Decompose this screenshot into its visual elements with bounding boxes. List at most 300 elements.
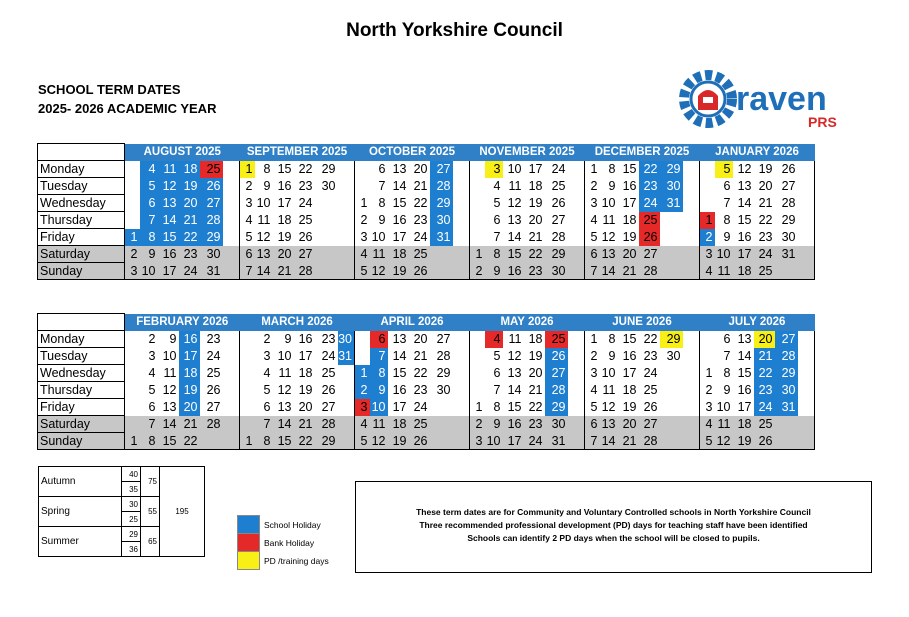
date-cell: 4 bbox=[485, 331, 503, 348]
date-cell: 30 bbox=[545, 416, 568, 433]
date-cell: 5 bbox=[355, 433, 370, 450]
date-cell: 2 bbox=[355, 212, 370, 229]
date-cell bbox=[240, 348, 255, 365]
date-cell: 9 bbox=[378, 213, 386, 227]
date-cell: 8 bbox=[608, 162, 616, 176]
date-cell: 17 bbox=[179, 348, 200, 365]
date-cell: 10 bbox=[256, 196, 271, 210]
date-cell: 28 bbox=[639, 433, 660, 450]
date-cell: 10 bbox=[601, 196, 616, 210]
date-cell: 13 bbox=[507, 366, 522, 380]
date-cell bbox=[798, 229, 815, 246]
date-cell: 25 bbox=[643, 383, 658, 397]
date-cell bbox=[453, 195, 470, 212]
date-cell bbox=[315, 195, 338, 212]
date-cell: 17 bbox=[298, 349, 313, 363]
date-cell: 30 bbox=[775, 382, 798, 399]
date-cell bbox=[430, 433, 453, 450]
date-cell: 18 bbox=[277, 213, 292, 227]
date-cell bbox=[223, 212, 240, 229]
date-cell: 26 bbox=[409, 263, 430, 280]
date-cell: 27 bbox=[294, 246, 315, 263]
date-cell: 21 bbox=[273, 263, 294, 280]
date-cell: 29 bbox=[775, 365, 798, 382]
date-cell: 9 bbox=[169, 332, 177, 346]
week-day-row bbox=[38, 399, 815, 416]
date-cell: 22 bbox=[413, 196, 428, 210]
week-day-row bbox=[38, 212, 815, 229]
date-cell: 12 bbox=[370, 263, 388, 280]
date-cell: 20 bbox=[273, 246, 294, 263]
date-cell: 24 bbox=[413, 400, 428, 414]
date-cell: 27 bbox=[639, 246, 660, 263]
date-cell: 24 bbox=[639, 195, 660, 212]
date-cell: 4 bbox=[700, 263, 715, 280]
date-cell: 12 bbox=[601, 230, 616, 244]
date-cell: 15 bbox=[622, 332, 637, 346]
date-cell: 1 bbox=[240, 161, 255, 178]
date-cell: 28 bbox=[200, 416, 223, 433]
date-cell: 21 bbox=[758, 196, 773, 210]
date-cell: 7 bbox=[378, 179, 386, 193]
date-cell: 9 bbox=[608, 349, 616, 363]
date-cell: 13 bbox=[507, 213, 522, 227]
date-cell: 16 bbox=[158, 246, 179, 263]
date-cell bbox=[315, 263, 338, 280]
date-cell: 14 bbox=[273, 416, 294, 433]
date-cell bbox=[223, 348, 240, 365]
date-cell: 22 bbox=[758, 213, 773, 227]
date-cell: 1 bbox=[700, 365, 715, 382]
date-cell: 16 bbox=[277, 179, 292, 193]
date-cell: 1 bbox=[125, 229, 140, 246]
note-line: Schools can identify 2 PD days when the school will be closed to pupils. bbox=[467, 533, 760, 543]
date-cell: 7 bbox=[370, 348, 388, 365]
week-day-row bbox=[38, 365, 815, 382]
date-cell bbox=[798, 382, 815, 399]
date-cell bbox=[683, 365, 700, 382]
month-header: JUNE 2026 bbox=[585, 314, 700, 331]
date-cell: 7 bbox=[140, 212, 158, 229]
date-cell: 10 bbox=[715, 246, 733, 263]
date-cell bbox=[453, 382, 470, 399]
date-cell: 26 bbox=[545, 348, 568, 365]
date-cell: 11 bbox=[715, 416, 733, 433]
date-cell: 9 bbox=[263, 179, 271, 193]
date-cell: 6 bbox=[240, 246, 255, 263]
date-cell: 12 bbox=[507, 196, 522, 210]
date-cell: 16 bbox=[737, 383, 752, 397]
date-cell: 15 bbox=[273, 433, 294, 450]
date-cell: 2 bbox=[700, 229, 715, 246]
term-half-days: 40 bbox=[122, 467, 141, 482]
date-cell bbox=[683, 416, 700, 433]
date-cell bbox=[660, 365, 683, 382]
date-cell: 6 bbox=[493, 213, 501, 227]
date-cell: 12 bbox=[601, 400, 616, 414]
day-header-cell bbox=[38, 144, 125, 161]
calendar-block-spring-summer bbox=[37, 313, 815, 450]
date-cell bbox=[568, 212, 585, 229]
date-cell bbox=[200, 433, 223, 450]
date-cell: 21 bbox=[179, 416, 200, 433]
date-cell bbox=[240, 365, 255, 382]
date-cell: 18 bbox=[179, 365, 200, 382]
date-cell: 3 bbox=[125, 263, 140, 280]
legend-label: School Holiday bbox=[264, 520, 321, 530]
date-cell: 27 bbox=[545, 365, 568, 382]
date-cell: 24 bbox=[551, 162, 566, 176]
date-cell bbox=[338, 229, 355, 246]
date-cell: 21 bbox=[294, 416, 315, 433]
date-cell: 26 bbox=[639, 229, 660, 246]
date-cell bbox=[470, 331, 485, 348]
date-cell: 3 bbox=[263, 349, 271, 363]
date-cell: 18 bbox=[388, 416, 409, 433]
date-cell: 22 bbox=[643, 332, 658, 346]
day-label: Friday bbox=[38, 399, 125, 416]
date-cell: 29 bbox=[315, 433, 338, 450]
date-cell: 3 bbox=[240, 195, 255, 212]
date-cell: 5 bbox=[585, 399, 600, 416]
date-cell: 9 bbox=[485, 416, 503, 433]
date-cell: 11 bbox=[370, 416, 388, 433]
date-cell bbox=[700, 348, 715, 365]
date-cell: 10 bbox=[716, 400, 731, 414]
date-cell: 14 bbox=[392, 179, 407, 193]
date-cell: 24 bbox=[643, 366, 658, 380]
date-cell: 31 bbox=[775, 246, 798, 263]
date-cell: 18 bbox=[298, 366, 313, 380]
term-half-days: 36 bbox=[122, 542, 141, 557]
month-header: JULY 2026 bbox=[700, 314, 815, 331]
date-cell: 29 bbox=[200, 229, 223, 246]
date-cell: 4 bbox=[700, 416, 715, 433]
legend-label: PD /training days bbox=[264, 556, 329, 566]
term-days-table bbox=[38, 466, 205, 557]
date-cell: 17 bbox=[503, 433, 524, 450]
date-cell: 2 bbox=[470, 416, 485, 433]
date-cell bbox=[683, 161, 700, 178]
date-cell: 31 bbox=[775, 399, 798, 416]
date-cell: 28 bbox=[294, 263, 315, 280]
term-total: 65 bbox=[141, 527, 160, 557]
week-day-row bbox=[38, 331, 815, 348]
date-cell: 12 bbox=[277, 383, 292, 397]
subtitle-academic-year: 2025- 2026 ACADEMIC YEAR bbox=[38, 101, 217, 116]
date-cell: 27 bbox=[430, 161, 453, 178]
date-cell: 13 bbox=[162, 400, 177, 414]
date-cell: 27 bbox=[321, 400, 336, 414]
date-cell: 14 bbox=[507, 230, 522, 244]
date-cell: 6 bbox=[148, 400, 156, 414]
date-cell: 23 bbox=[524, 263, 545, 280]
term-half-days: 25 bbox=[122, 512, 141, 527]
date-cell: 30 bbox=[430, 212, 453, 229]
date-cell: 6 bbox=[723, 179, 731, 193]
date-cell: 19 bbox=[179, 178, 200, 195]
date-cell: 20 bbox=[528, 366, 543, 380]
date-cell: 2 bbox=[700, 382, 715, 399]
date-cell bbox=[315, 246, 338, 263]
date-cell: 4 bbox=[585, 382, 600, 399]
date-cell: 2 bbox=[148, 332, 156, 346]
date-cell bbox=[125, 195, 140, 212]
date-cell: 31 bbox=[545, 433, 568, 450]
date-cell: 9 bbox=[608, 179, 616, 193]
date-cell bbox=[125, 399, 140, 416]
date-cell: 25 bbox=[639, 212, 660, 229]
date-cell: 6 bbox=[585, 416, 600, 433]
week-day-row bbox=[38, 246, 815, 263]
date-cell bbox=[470, 382, 485, 399]
date-cell: 6 bbox=[370, 331, 388, 348]
date-cell: 30 bbox=[436, 383, 451, 397]
date-cell bbox=[660, 399, 683, 416]
day-label: Saturday bbox=[38, 416, 125, 433]
date-cell bbox=[568, 399, 585, 416]
date-cell: 11 bbox=[508, 179, 522, 193]
date-cell bbox=[338, 382, 355, 399]
date-cell: 12 bbox=[715, 433, 733, 450]
date-cell: 15 bbox=[392, 196, 407, 210]
date-cell: 9 bbox=[370, 382, 388, 399]
date-cell: 23 bbox=[758, 230, 773, 244]
note-line: Three recommended professional development (PD) days for teaching staff have been identified bbox=[419, 520, 808, 530]
date-cell bbox=[660, 433, 683, 450]
date-cell: 7 bbox=[140, 416, 158, 433]
date-cell: 2 bbox=[240, 178, 255, 195]
gear-icon bbox=[684, 75, 732, 123]
date-cell: 1 bbox=[585, 161, 600, 178]
date-cell: 27 bbox=[200, 195, 223, 212]
date-cell: 6 bbox=[585, 246, 600, 263]
date-cell: 14 bbox=[600, 263, 618, 280]
date-cell: 22 bbox=[294, 433, 315, 450]
date-cell bbox=[568, 416, 585, 433]
date-cell: 2 bbox=[263, 332, 271, 346]
page-title: North Yorkshire Council bbox=[346, 20, 563, 41]
date-cell: 5 bbox=[493, 349, 501, 363]
date-cell bbox=[470, 212, 485, 229]
date-cell: 11 bbox=[370, 246, 388, 263]
date-cell: 1 bbox=[470, 246, 485, 263]
date-cell bbox=[798, 263, 815, 280]
date-cell: 18 bbox=[733, 416, 754, 433]
date-cell: 10 bbox=[277, 349, 292, 363]
date-cell: 17 bbox=[392, 230, 407, 244]
term-total: 55 bbox=[141, 497, 160, 527]
date-cell bbox=[338, 161, 355, 178]
date-cell bbox=[355, 161, 370, 178]
date-cell bbox=[338, 246, 355, 263]
date-cell: 3 bbox=[355, 399, 370, 416]
week-day-row bbox=[38, 161, 815, 178]
date-cell: 20 bbox=[618, 246, 639, 263]
date-cell bbox=[315, 229, 338, 246]
date-cell: 28 bbox=[436, 349, 451, 363]
date-cell: 2 bbox=[470, 263, 485, 280]
date-cell: 6 bbox=[723, 332, 731, 346]
date-cell bbox=[430, 246, 453, 263]
date-cell: 25 bbox=[551, 179, 566, 193]
date-cell: 16 bbox=[392, 213, 407, 227]
date-cell: 7 bbox=[255, 416, 273, 433]
date-cell: 26 bbox=[781, 162, 796, 176]
day-label: Thursday bbox=[38, 382, 125, 399]
date-cell bbox=[798, 416, 815, 433]
date-cell: 14 bbox=[158, 416, 179, 433]
day-label: Friday bbox=[38, 229, 125, 246]
week-day-row bbox=[38, 229, 815, 246]
date-cell: 5 bbox=[140, 178, 158, 195]
date-cell: 5 bbox=[355, 263, 370, 280]
date-cell: 21 bbox=[754, 348, 775, 365]
month-header: MARCH 2026 bbox=[240, 314, 355, 331]
term-half-days: 30 bbox=[122, 497, 141, 512]
date-cell bbox=[453, 263, 470, 280]
month-header: APRIL 2026 bbox=[355, 314, 470, 331]
note-line: These term dates are for Community and Voluntary Controlled schools in North Yorkshire Council bbox=[416, 507, 811, 517]
day-label: Monday bbox=[38, 161, 125, 178]
date-cell bbox=[660, 263, 683, 280]
date-cell: 19 bbox=[622, 400, 637, 414]
date-cell: 19 bbox=[179, 382, 200, 399]
date-cell: 27 bbox=[436, 332, 451, 346]
week-day-row bbox=[38, 382, 815, 399]
date-cell: 17 bbox=[737, 400, 752, 414]
date-cell: 9 bbox=[284, 332, 292, 346]
date-cell bbox=[223, 365, 240, 382]
date-cell: 13 bbox=[392, 332, 407, 346]
date-cell: 2 bbox=[585, 348, 600, 365]
date-cell bbox=[240, 382, 255, 399]
month-header: OCTOBER 2025 bbox=[355, 144, 470, 161]
date-cell bbox=[125, 365, 140, 382]
date-cell: 8 bbox=[140, 433, 158, 450]
date-cell bbox=[700, 331, 715, 348]
date-cell: 29 bbox=[660, 161, 683, 178]
date-cell bbox=[355, 178, 370, 195]
date-cell: 15 bbox=[737, 213, 752, 227]
date-cell: 19 bbox=[622, 230, 637, 244]
date-cell: 12 bbox=[256, 230, 271, 244]
date-cell: 28 bbox=[781, 196, 796, 210]
date-cell bbox=[338, 416, 355, 433]
date-cell: 28 bbox=[639, 263, 660, 280]
month-header: JANUARY 2026 bbox=[700, 144, 815, 161]
date-cell: 11 bbox=[602, 383, 616, 397]
date-cell: 20 bbox=[618, 416, 639, 433]
day-header-cell bbox=[38, 314, 125, 331]
date-cell: 16 bbox=[622, 179, 637, 193]
date-cell bbox=[568, 348, 585, 365]
date-cell bbox=[355, 348, 370, 365]
date-cell: 8 bbox=[378, 196, 386, 210]
date-cell: 7 bbox=[723, 349, 731, 363]
date-cell bbox=[470, 229, 485, 246]
date-cell: 27 bbox=[639, 416, 660, 433]
week-day-row bbox=[38, 178, 815, 195]
date-cell: 29 bbox=[781, 213, 796, 227]
date-cell: 19 bbox=[528, 196, 543, 210]
date-cell: 30 bbox=[660, 178, 683, 195]
date-cell: 13 bbox=[600, 246, 618, 263]
date-cell bbox=[453, 331, 470, 348]
month-header: MAY 2026 bbox=[470, 314, 585, 331]
date-cell: 17 bbox=[733, 246, 754, 263]
date-cell: 26 bbox=[754, 433, 775, 450]
day-label: Thursday bbox=[38, 212, 125, 229]
month-header: SEPTEMBER 2025 bbox=[240, 144, 355, 161]
date-cell: 23 bbox=[524, 416, 545, 433]
date-cell bbox=[338, 433, 355, 450]
logo-wordmark: raven bbox=[736, 80, 827, 118]
date-cell: 22 bbox=[413, 366, 428, 380]
date-cell: 19 bbox=[298, 383, 313, 397]
date-cell: 16 bbox=[622, 349, 637, 363]
date-cell: 8 bbox=[263, 162, 271, 176]
date-cell: 10 bbox=[485, 433, 503, 450]
date-cell bbox=[223, 399, 240, 416]
date-cell: 19 bbox=[277, 230, 292, 244]
calendar-block-autumn-winter bbox=[37, 143, 815, 280]
date-cell: 13 bbox=[392, 162, 407, 176]
date-cell: 7 bbox=[493, 383, 501, 397]
date-cell: 24 bbox=[206, 349, 221, 363]
date-cell: 20 bbox=[413, 162, 428, 176]
date-cell: 4 bbox=[585, 212, 600, 229]
date-cell bbox=[683, 433, 700, 450]
date-cell bbox=[223, 246, 240, 263]
date-cell: 1 bbox=[470, 399, 485, 416]
date-cell: 18 bbox=[528, 179, 543, 193]
date-cell: 27 bbox=[206, 400, 221, 414]
date-cell: 14 bbox=[737, 196, 752, 210]
date-cell: 24 bbox=[754, 246, 775, 263]
date-cell: 26 bbox=[200, 178, 223, 195]
date-cell bbox=[683, 195, 700, 212]
date-cell: 22 bbox=[524, 246, 545, 263]
date-cell: 17 bbox=[622, 196, 637, 210]
date-cell: 30 bbox=[781, 230, 796, 244]
date-cell bbox=[125, 212, 140, 229]
date-cell: 10 bbox=[140, 263, 158, 280]
date-cell: 15 bbox=[507, 400, 522, 414]
day-label: Sunday bbox=[38, 433, 125, 450]
day-label: Wednesday bbox=[38, 195, 125, 212]
date-cell: 25 bbox=[206, 366, 221, 380]
date-cell: 17 bbox=[528, 162, 543, 176]
term-name: Spring bbox=[39, 497, 122, 527]
date-cell: 4 bbox=[355, 246, 370, 263]
date-cell bbox=[223, 161, 240, 178]
date-cell: 24 bbox=[754, 399, 775, 416]
date-cell bbox=[798, 433, 815, 450]
day-label: Tuesday bbox=[38, 348, 125, 365]
date-cell: 14 bbox=[392, 349, 407, 363]
date-cell bbox=[223, 382, 240, 399]
date-cell: 24 bbox=[524, 433, 545, 450]
date-cell bbox=[223, 178, 240, 195]
date-cell bbox=[223, 195, 240, 212]
date-cell: 9 bbox=[723, 230, 731, 244]
info-note bbox=[355, 481, 872, 573]
date-cell bbox=[430, 263, 453, 280]
date-cell bbox=[798, 161, 815, 178]
date-cell: 26 bbox=[409, 433, 430, 450]
subtitle-term-dates: SCHOOL TERM DATES bbox=[38, 82, 181, 97]
